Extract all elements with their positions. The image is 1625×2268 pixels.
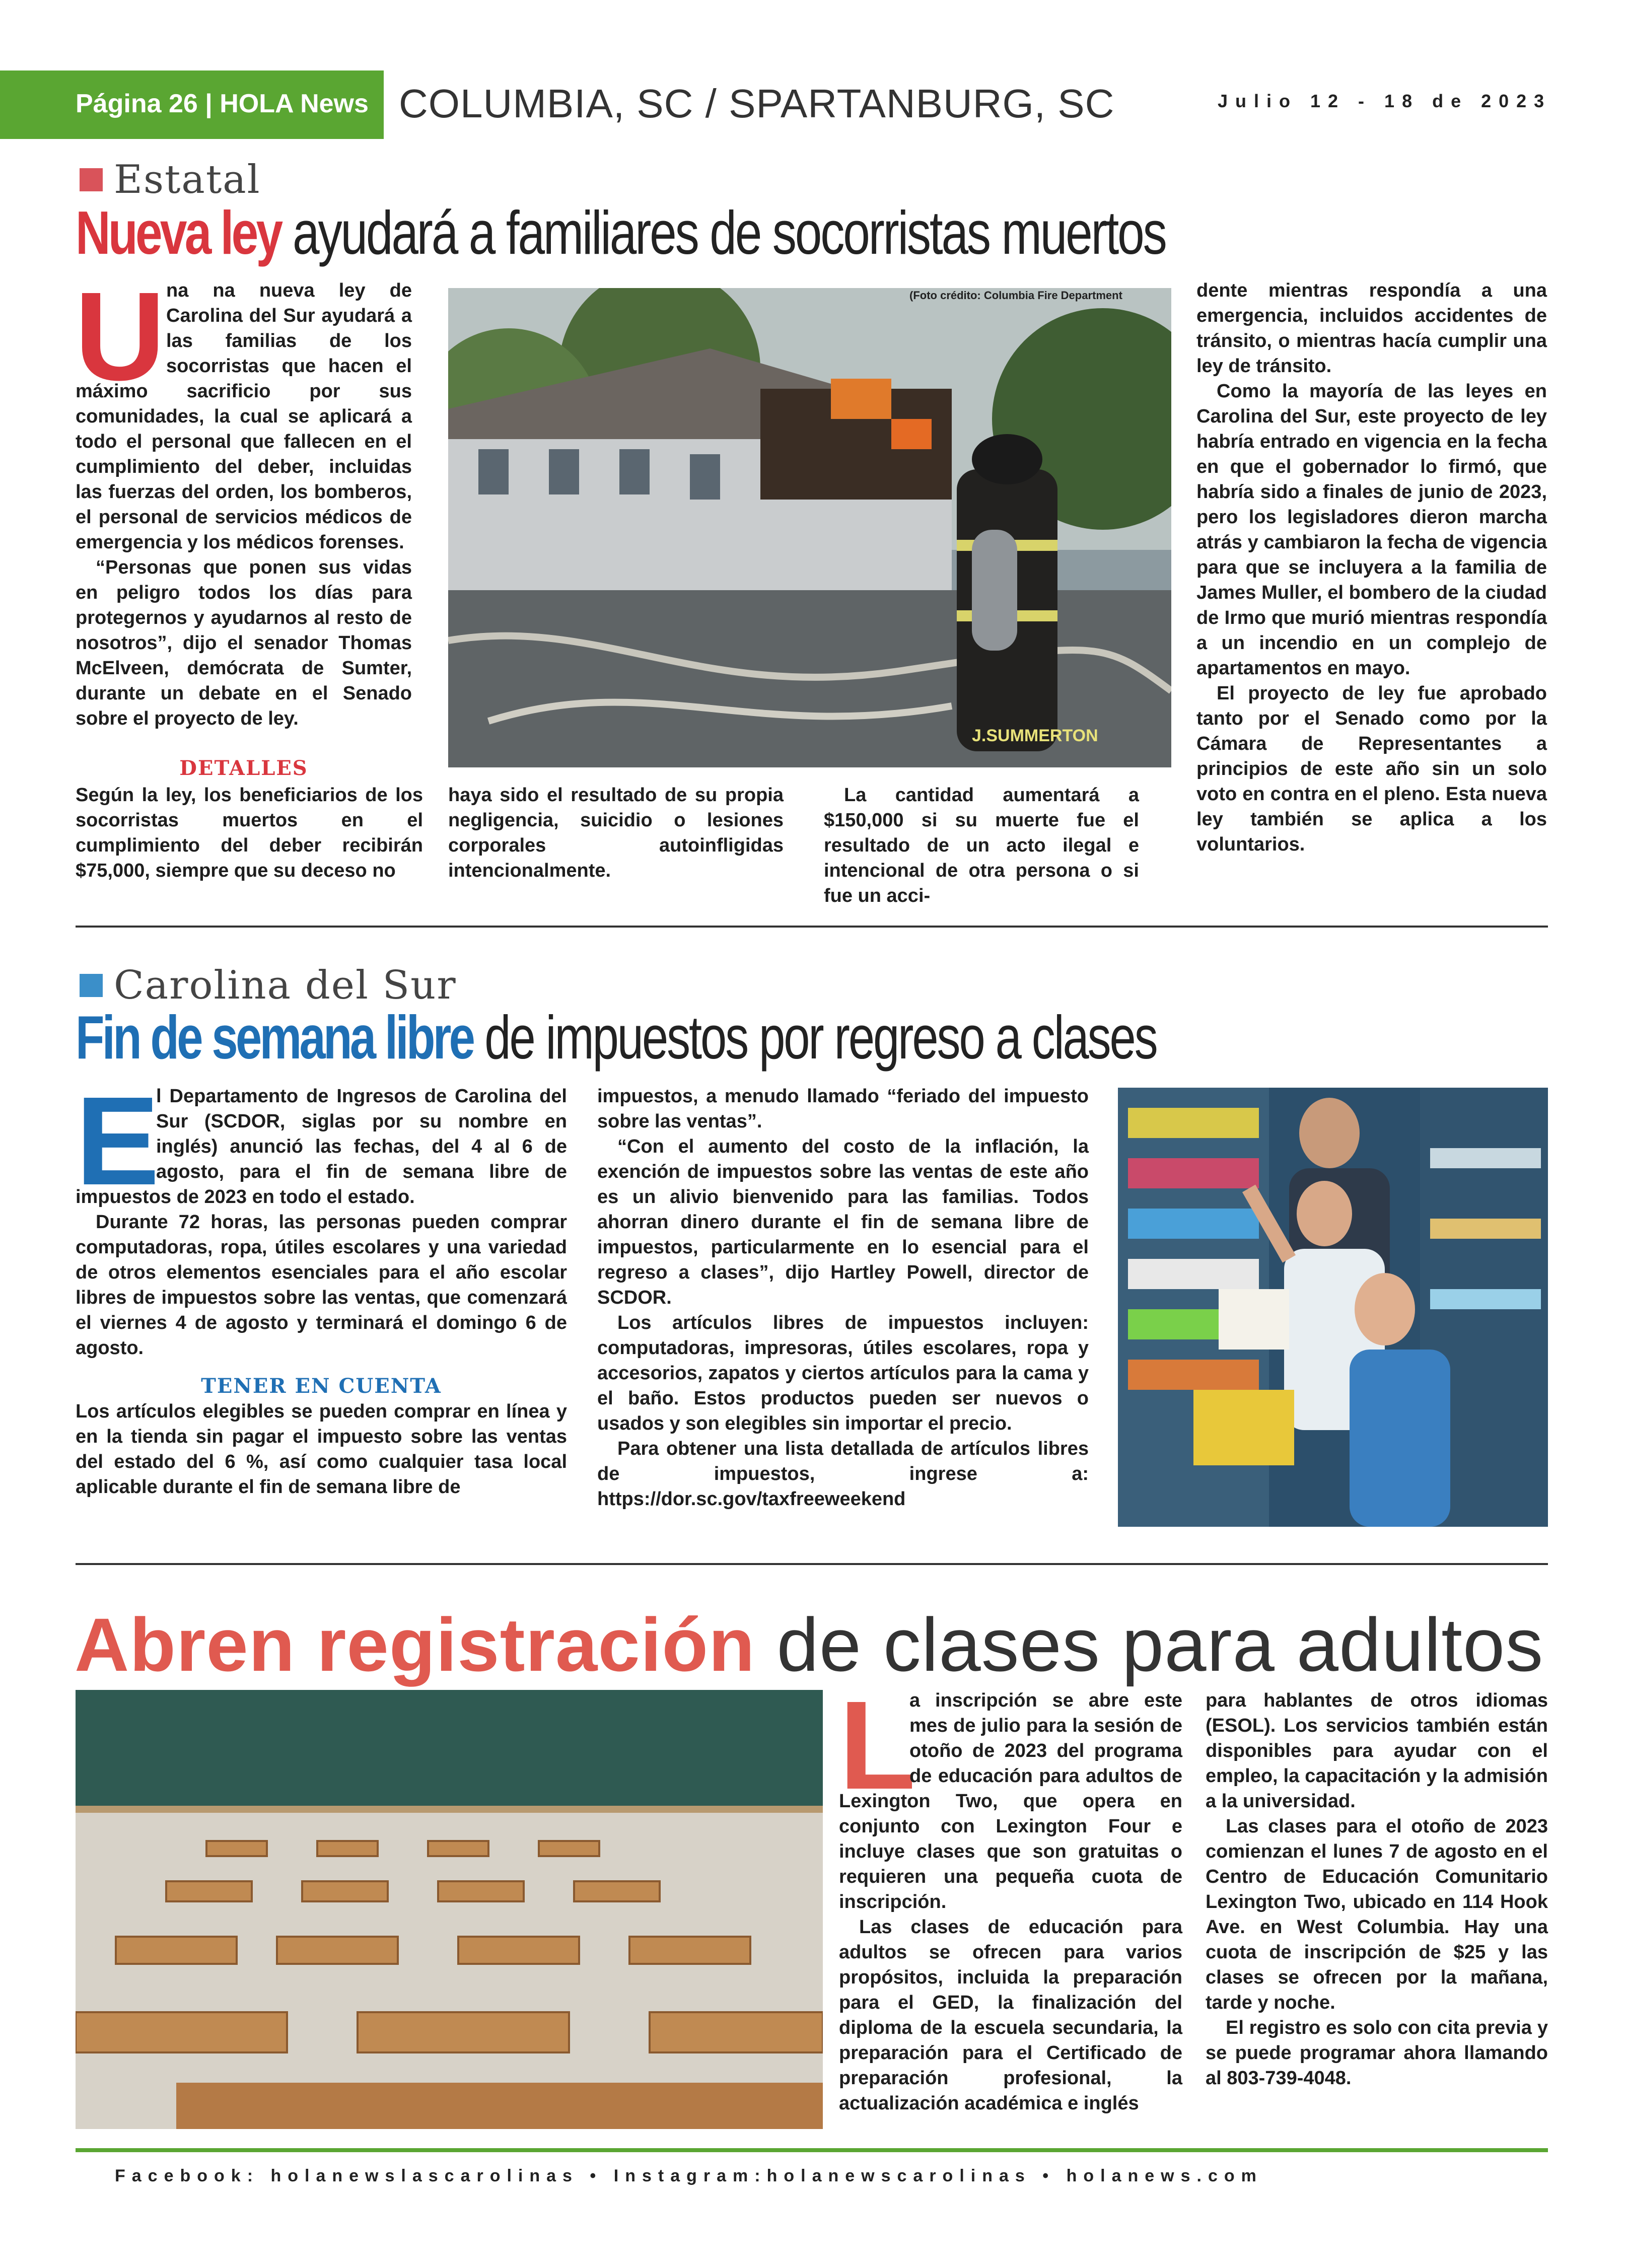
headline-rest: de impuestos por regreso a clases [473, 1003, 1157, 1072]
headline-nueva-ley [76, 197, 1166, 268]
section-divider-2 [76, 1563, 1548, 1565]
article1-intro: na na nueva ley de Carolina del Sur ayudará a las familias de los socorristas que hacen el máximo sacrificio por sus comunidades, la cual se aplicará a todo el personal que fallecen en el cumplimiento del deber, incluidas las fuerzas del orden, los bomberos, el personal de servicios médicos de emergencia y los médicos forenses. [76, 280, 412, 553]
article1-col4-p1: dente mientras respondía a una emergencia, incluidos accidentes de tránsito, o mientras hacía cumplir una ley de tránsito. [1196, 280, 1547, 377]
article1-col4-p2: Como la mayoría de las leyes en Carolina del Sur, este proyecto de ley habría entrado en vigencia en la fecha en que el gobernador lo firmó, que habría sido a finales de junio de 2023, pero los legisladores dieron marcha atrás y cambiaron la fecha de vigencia para que se incluyera a la familia de James Muller, el bombero de la ciudad de Irmo que murió mientras respondía a un incendio en un complejo de apartamentos en mayo. [1196, 381, 1547, 679]
article3-column-1 [839, 1675, 1182, 2116]
article2-col2-p2: “Con el aumento del costo de la inflación, la exención de impuestos sobre las ventas de este año es un alivio bienvenido para las familias. Todos ahorran dinero durante el fin de semana libre de impuestos, particularmente en lo esencial para el regreso a clases”, dijo Hartley Powell, director de SCDOR. [597, 1136, 1089, 1308]
headline-bold: Abren registración [75, 1602, 755, 1687]
article2-column-2 [597, 1084, 1089, 1512]
article1-bottom-col-1 [76, 783, 423, 883]
article3-col2-p1: para hablantes de otros idiomas (ESOL). Los servicios también están disponibles para ayudar con el empleo, la capacitación y la admisión a la universidad. [1206, 1690, 1548, 1812]
firefighter-photo-art [448, 288, 1171, 767]
article2-col1-p1: l Departamento de Ingresos de Carolina del Sur (SCDOR, siglas por su nombre en inglés) anunció las fechas, del 4 al 6 de agosto, para el fin de semana libre de impuestos de 2023 en todo el estado. [76, 1086, 567, 1208]
section-label: Estatal [114, 157, 261, 202]
headline-rest: ayudará a familiares de socorristas muertos [280, 198, 1166, 267]
article2-col2-p1: impuestos, a menudo llamado “feriado del impuesto sobre las ventas”. [597, 1086, 1089, 1132]
headline-fin-de-semana [76, 1002, 1157, 1073]
headline-bold: Fin de semana libre [76, 1003, 473, 1072]
family-shopping-photo [1118, 1088, 1548, 1527]
location-label: COLUMBIA, SC / SPARTANBURG, SC [399, 81, 1115, 126]
firefighter-photo [448, 288, 1171, 767]
article2-column-1 [76, 1071, 567, 1500]
article2-col1-p2: Durante 72 horas, las personas pueden comprar computadoras, ropa, útiles escolares y una variedad de otros elementos esenciales para el año escolar libres de impuestos sobre las ventas, que comenzará el viernes 4 de agosto y terminará el domingo 6 de agosto. [76, 1212, 567, 1359]
classroom-photo [76, 1690, 823, 2129]
family-shopping-photo-art [1118, 1088, 1548, 1527]
article2-col1-p3: Los artículos elegibles se pueden comprar en línea y en la tienda sin pagar el impuesto sobre las ventas del estado del 6 %, así como cualquier tasa local aplicable durante el fin de semana libre de [76, 1401, 567, 1498]
article3-column-2 [1206, 1688, 1548, 2091]
dropcap-e: E [76, 1071, 160, 1211]
article2-col2-p3: Los artículos libres de impuestos incluyen: computadoras, impresoras, útiles escolares, ropa y accesorios, zapatos y ciertos artículos para la cama y el baño. Estos productos pueden ser nuevos o usados y son elegibles sin importar el precio. [597, 1312, 1089, 1434]
dropcap-l: L [839, 1675, 916, 1815]
section-kicker-carolina [80, 963, 457, 1008]
issue-date: Julio 12 - 18 de 2023 [1218, 91, 1552, 111]
page-label: Página 26 | HOLA News [76, 89, 369, 118]
subhead-tener-en-cuenta: TENER EN CUENTA [201, 1374, 442, 1398]
svg-text:J.SUMMERTON: J.SUMMERTON [972, 726, 1098, 745]
article3-col2-p2: Las clases para el otoño de 2023 comienzan el lunes 7 de agosto en el Centro de Educación Comunitario Lexington Two, ubicado en 114 Hook Ave. en West Columbia. Hay una cuota de inscripción de $25 y las clases se ofrecen por la mañana, tarde y noche. [1206, 1816, 1548, 2013]
article1-column-4 [1196, 278, 1547, 857]
section-label: Carolina del Sur [114, 963, 457, 1008]
photo-credit: (Foto crédito: Columbia Fire Department [909, 289, 1122, 302]
section-marker-icon [80, 168, 103, 191]
classroom-photo-art [76, 1690, 823, 2129]
article2-col2-p4: Para obtener una lista detallada de artículos libres de impuestos, ingrese a: https://dor.sc.gov/taxfreeweekend [597, 1438, 1089, 1510]
article1-column-1 [75, 266, 412, 731]
section-kicker-estatal [80, 157, 261, 202]
subhead-detalles: DETALLES [179, 756, 308, 780]
headline-rest: de clases para adultos [755, 1602, 1544, 1687]
article1-bottom-col-2 [448, 783, 784, 883]
article1-bottom-text-2: haya sido el resultado de su propia negligencia, suicidio o lesiones corporales autoinfligidas intencionalmente. [448, 785, 784, 881]
section-divider-1 [76, 926, 1548, 928]
article1-bottom-text-1: Según la ley, los beneficiarios de los socorristas muertos en el cumplimiento del deber recibirán $75,000, siempre que su deceso no [76, 785, 423, 881]
article1-bottom-col-3 [824, 783, 1139, 908]
section-marker-icon [80, 974, 103, 997]
article1-quote: “Personas que ponen sus vidas en peligro todos los días para protegernos y ayudarnos al resto de nosotros”, dijo el senador Thomas McElveen, demócrata de Sumter, durante un debate en el Senado sobre el proyecto de ley. [76, 557, 412, 729]
footer-social-links: Facebook: holanewslascarolinas • Instagram:holanewscarolinas • holanews.com [115, 2166, 1263, 2185]
headline-abren-registracion [75, 1601, 1543, 1688]
article3-col1-p2: Las clases de educación para adultos se ofrecen para varios propósitos, incluida la preparación para el GED, la finalización del diploma de la escuela secundaria, la preparación para el Certificado de preparación profesional, la actualización académica e inglés [839, 1917, 1182, 2114]
article1-bottom-text-3: La cantidad aumentará a $150,000 si su muerte fue el resultado de un acto ilegal e intencional de otra persona o si fue un acci- [824, 785, 1139, 906]
article3-col1-p1: a inscripción se abre este mes de julio para la sesión de otoño de 2023 del programa de educación para adultos de Lexington Two, que opera en conjunto con Lexington Four e incluye clases que son gratuitas o requieren una pequeña cuota de inscripción. [839, 1690, 1182, 1912]
headline-bold: Nueva ley [76, 198, 281, 267]
footer-rule [76, 2148, 1548, 2152]
article3-col2-p3: El registro es solo con cita previa y se puede programar ahora llamando al 803-739-4048. [1206, 2017, 1548, 2089]
dropcap-u: U [75, 266, 166, 406]
article1-col4-p3: El proyecto de ley fue aprobado tanto por el Senado como por la Cámara de Representantes a principios de este año sin un solo voto en contra en el pleno. Esta nueva ley también se aplica a los voluntarios. [1196, 683, 1547, 855]
